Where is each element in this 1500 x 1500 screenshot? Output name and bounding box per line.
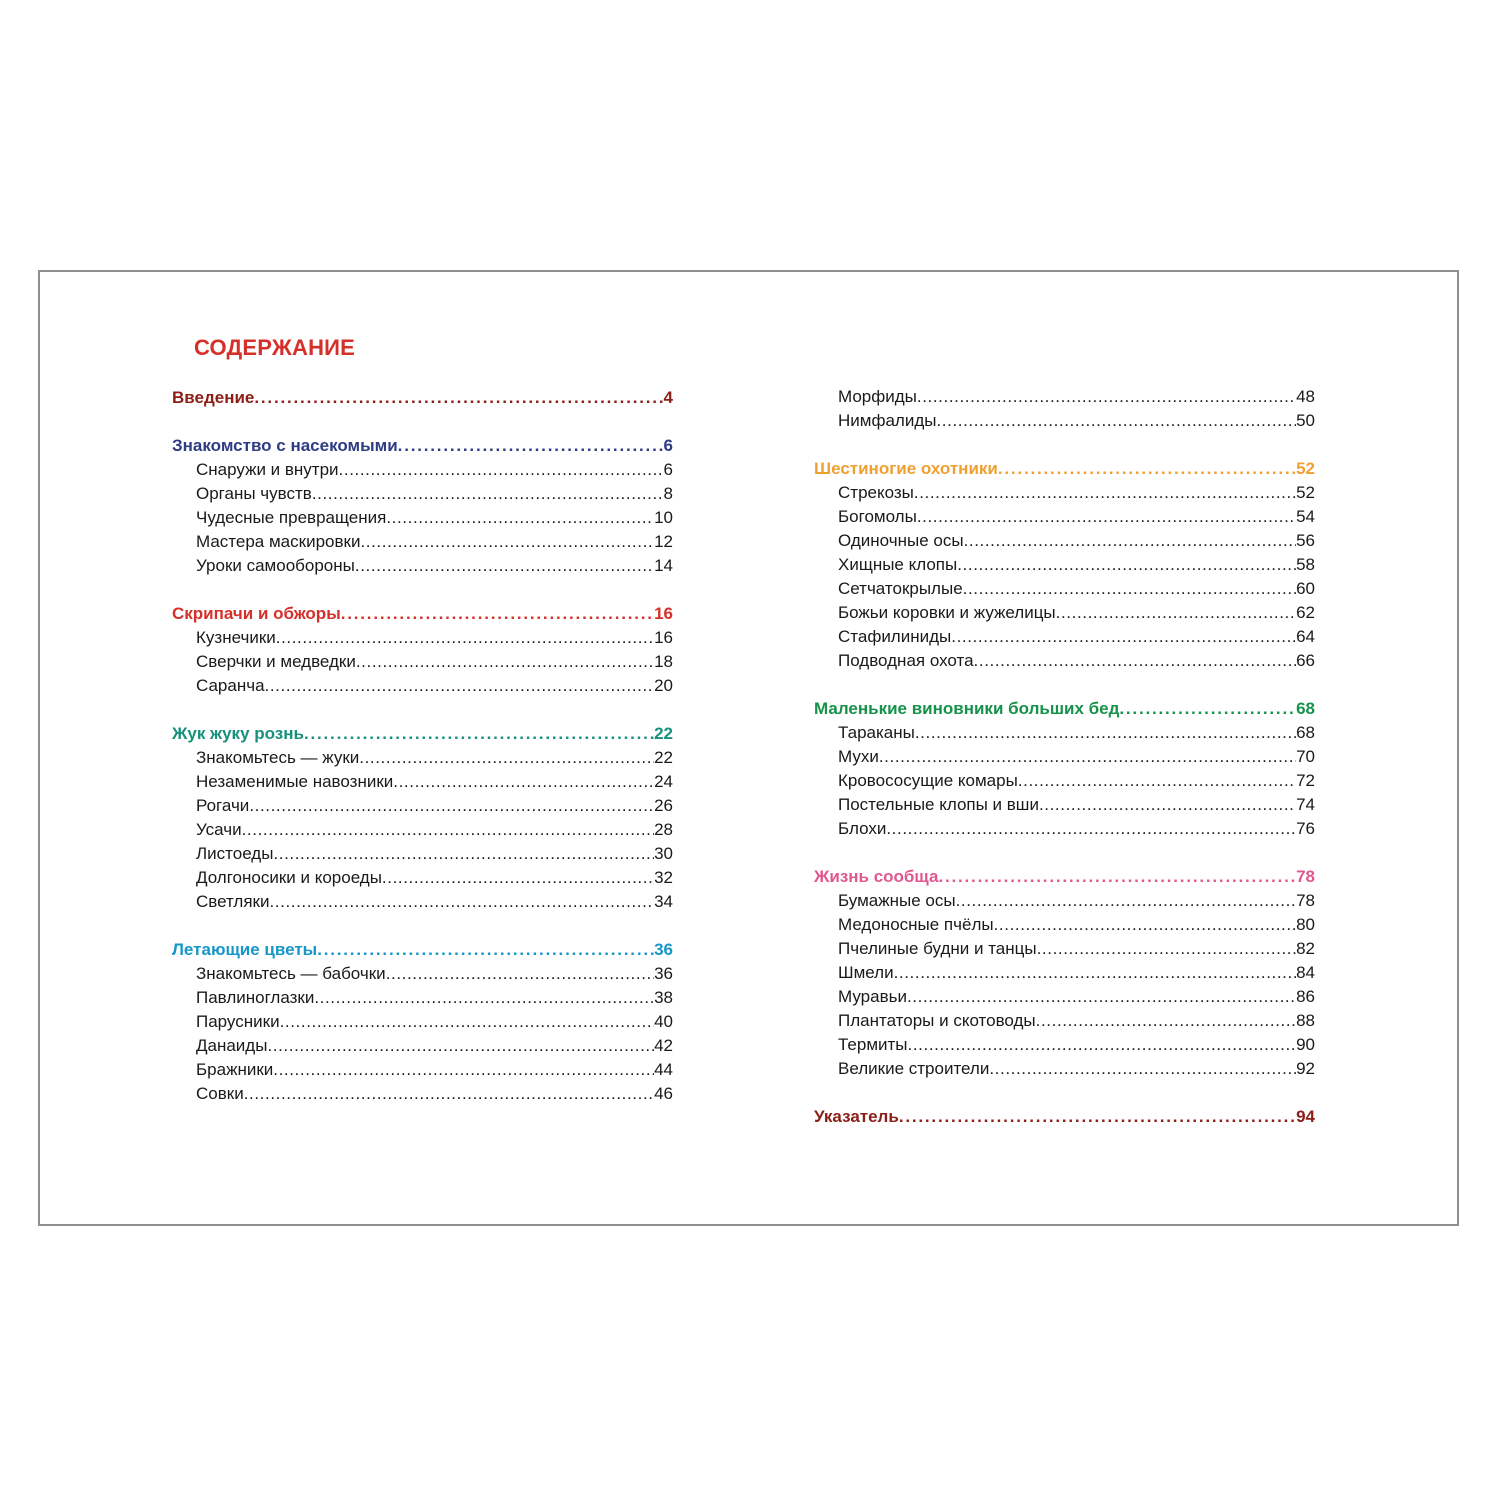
dot-leader — [964, 529, 1297, 553]
entry-title: Термиты — [838, 1035, 908, 1054]
toc-entry — [814, 889, 1315, 913]
page-number: 50 — [1296, 411, 1315, 430]
entry-title: Уроки самообороны — [196, 556, 355, 575]
dot-leader — [1036, 1009, 1296, 1033]
page-number: 52 — [1296, 459, 1315, 478]
toc-entry — [172, 1034, 673, 1058]
dot-leader — [914, 481, 1296, 505]
dot-leader — [244, 1082, 654, 1106]
page-number: 8 — [663, 484, 673, 503]
page-number: 56 — [1296, 531, 1315, 550]
dot-leader — [994, 913, 1296, 937]
toc-entry — [814, 937, 1315, 961]
dot-leader — [304, 722, 654, 746]
toc-entry — [814, 1009, 1315, 1033]
entry-title: Светляки — [196, 892, 270, 911]
entry-title: Данаиды — [196, 1036, 268, 1055]
toc-entry — [172, 1058, 673, 1082]
page-number: 28 — [654, 820, 673, 839]
toc-entry — [172, 890, 673, 914]
toc-entry — [172, 530, 673, 554]
dot-leader — [1018, 769, 1296, 793]
entry-title: Нимфалиды — [838, 411, 937, 430]
entry-title: Мухи — [838, 747, 879, 766]
toc-entry — [814, 985, 1315, 1009]
page-number: 66 — [1296, 651, 1315, 670]
toc-entry — [814, 793, 1315, 817]
page-number: 14 — [654, 556, 673, 575]
entry-title: Снаружи и внутри — [196, 460, 339, 479]
toc-section-heading — [814, 1105, 1315, 1129]
page-number: 52 — [1296, 483, 1315, 502]
entry-title: Рогачи — [196, 796, 250, 815]
page-number: 64 — [1296, 627, 1315, 646]
page-number: 36 — [654, 964, 673, 983]
page-number: 36 — [654, 940, 673, 959]
toc-entry — [172, 986, 673, 1010]
toc-section-heading — [814, 865, 1315, 889]
toc-section-heading — [172, 386, 673, 410]
toc-entry — [172, 770, 673, 794]
entry-title: Медоносные пчёлы — [838, 915, 994, 934]
entry-title: Павлиноглазки — [196, 988, 315, 1007]
toc-entry — [172, 1010, 673, 1034]
toc-entry — [172, 866, 673, 890]
entry-title: Долгоносики и короеды — [196, 868, 382, 887]
dot-leader — [908, 1033, 1297, 1057]
dot-leader — [341, 602, 654, 626]
page-number: 38 — [654, 988, 673, 1007]
dot-leader — [936, 409, 1296, 433]
page-number: 70 — [1296, 747, 1315, 766]
dot-leader — [254, 386, 663, 410]
entry-title: Совки — [196, 1084, 244, 1103]
entry-title: Незаменимые навозники — [196, 772, 394, 791]
dot-leader — [356, 650, 654, 674]
entry-title: Кузнечики — [196, 628, 276, 647]
entry-title: Подводная охота — [838, 651, 974, 670]
page-number: 80 — [1296, 915, 1315, 934]
page-number: 34 — [654, 892, 673, 911]
section-spacer — [814, 433, 1315, 457]
dot-leader — [249, 794, 654, 818]
dot-leader — [957, 553, 1296, 577]
toc-entry — [172, 626, 673, 650]
page-number: 88 — [1296, 1011, 1315, 1030]
section-title: Указатель — [814, 1107, 899, 1126]
page-number: 76 — [1296, 819, 1315, 838]
entry-title: Листоеды — [196, 844, 274, 863]
page-number: 90 — [1296, 1035, 1315, 1054]
section-spacer — [814, 1081, 1315, 1105]
section-title: Шестиногие охотники — [814, 459, 998, 478]
dot-leader — [314, 986, 654, 1010]
toc-section-heading — [172, 602, 673, 626]
page-number: 32 — [654, 868, 673, 887]
entry-title: Усачи — [196, 820, 242, 839]
page-number: 54 — [1296, 507, 1315, 526]
dot-leader — [879, 745, 1296, 769]
page-number: 16 — [654, 628, 673, 647]
entry-title: Тараканы — [838, 723, 915, 742]
dot-leader — [974, 649, 1297, 673]
toc-section-heading — [814, 457, 1315, 481]
page-number: 78 — [1296, 867, 1315, 886]
entry-title: Бражники — [196, 1060, 274, 1079]
dot-leader — [393, 770, 654, 794]
section-title: Скрипачи и обжоры — [172, 604, 341, 623]
page-number: 26 — [654, 796, 673, 815]
page-number: 82 — [1296, 939, 1315, 958]
toc-entry — [172, 842, 673, 866]
page-number: 92 — [1296, 1059, 1315, 1078]
entry-title: Блохи — [838, 819, 887, 838]
page-number: 4 — [663, 388, 673, 407]
page-number: 60 — [1296, 579, 1315, 598]
page-number: 78 — [1296, 891, 1315, 910]
dot-leader — [386, 962, 654, 986]
entry-title: Бумажные осы — [838, 891, 956, 910]
dot-leader — [951, 625, 1296, 649]
entry-title: Морфиды — [838, 387, 917, 406]
toc-entry — [814, 817, 1315, 841]
section-spacer — [172, 410, 673, 434]
page-number: 62 — [1296, 603, 1315, 622]
toc-entry — [172, 554, 673, 578]
page-number: 58 — [1296, 555, 1315, 574]
page-number: 16 — [654, 604, 673, 623]
dot-leader — [273, 842, 654, 866]
toc-entry — [814, 769, 1315, 793]
entry-title: Великие строители — [838, 1059, 990, 1078]
entry-title: Мастера маскировки — [196, 532, 361, 551]
page-number: 18 — [654, 652, 673, 671]
dot-leader — [938, 865, 1296, 889]
dot-leader — [1119, 697, 1296, 721]
section-title: Маленькие виновники больших бед — [814, 699, 1120, 718]
page-number: 44 — [654, 1060, 673, 1079]
dot-leader — [1056, 601, 1296, 625]
dot-leader — [382, 866, 654, 890]
page-title: СОДЕРЖАНИЕ — [194, 335, 356, 360]
toc-section-heading — [172, 722, 673, 746]
toc-entry — [814, 1057, 1315, 1081]
toc-entry — [172, 650, 673, 674]
section-title: Летающие цветы — [172, 940, 318, 959]
page-number: 20 — [654, 676, 673, 695]
toc-entry — [814, 553, 1315, 577]
dot-leader — [242, 818, 654, 842]
entry-title: Чудесные превращения — [196, 508, 387, 527]
page-number: 86 — [1296, 987, 1315, 1006]
entry-title: Богомолы — [838, 507, 917, 526]
page-number: 68 — [1296, 699, 1315, 718]
section-title: Введение — [172, 388, 255, 407]
entry-title: Божьи коровки и жужелицы — [838, 603, 1056, 622]
toc-entry — [172, 458, 673, 482]
toc-entry — [814, 721, 1315, 745]
toc-entry — [814, 601, 1315, 625]
entry-title: Одиночные осы — [838, 531, 964, 550]
page-number: 68 — [1296, 723, 1315, 742]
entry-title: Пчелиные будни и танцы — [838, 939, 1037, 958]
dot-leader — [359, 746, 654, 770]
entry-title: Постельные клопы и вши — [838, 795, 1039, 814]
toc-section-heading — [814, 697, 1315, 721]
dot-leader — [963, 577, 1296, 601]
toc-right-column — [814, 385, 1315, 1129]
dot-leader — [894, 961, 1297, 985]
toc-entry — [814, 385, 1315, 409]
section-spacer — [814, 673, 1315, 697]
dot-leader — [917, 505, 1296, 529]
toc-entry — [814, 409, 1315, 433]
entry-title: Стрекозы — [838, 483, 914, 502]
entry-title: Плантаторы и скотоводы — [838, 1011, 1036, 1030]
dot-leader — [998, 457, 1296, 481]
dot-leader — [317, 938, 654, 962]
toc-entry — [172, 794, 673, 818]
dot-leader — [915, 721, 1296, 745]
dot-leader — [886, 817, 1296, 841]
entry-title: Саранча — [196, 676, 265, 695]
dot-leader — [907, 985, 1296, 1009]
page-number: 72 — [1296, 771, 1315, 790]
page-number: 12 — [654, 532, 673, 551]
toc-entry — [172, 746, 673, 770]
dot-leader — [267, 1034, 654, 1058]
toc-entry — [814, 913, 1315, 937]
page-number: 84 — [1296, 963, 1315, 982]
toc-entry — [172, 506, 673, 530]
section-spacer — [172, 698, 673, 722]
dot-leader — [280, 1010, 655, 1034]
entry-title: Кровососущие комары — [838, 771, 1018, 790]
entry-title: Хищные клопы — [838, 555, 958, 574]
entry-title: Сетчатокрылые — [838, 579, 963, 598]
toc-entry — [814, 961, 1315, 985]
page-number: 40 — [654, 1012, 673, 1031]
toc-section-heading — [172, 434, 673, 458]
dot-leader — [265, 674, 655, 698]
toc-entry — [172, 962, 673, 986]
entry-title: Муравьи — [838, 987, 907, 1006]
section-title: Жизнь сообща — [814, 867, 939, 886]
page-number: 10 — [654, 508, 673, 527]
entry-title: Знакомьтесь — жуки — [196, 748, 360, 767]
page-number: 30 — [654, 844, 673, 863]
toc-entry — [814, 1033, 1315, 1057]
section-title: Жук жуку рознь — [172, 724, 304, 743]
page-number: 42 — [654, 1036, 673, 1055]
toc-entry — [814, 481, 1315, 505]
toc-entry — [814, 625, 1315, 649]
entry-title: Парусники — [196, 1012, 280, 1031]
toc-entry — [814, 745, 1315, 769]
toc-entry — [814, 577, 1315, 601]
section-spacer — [172, 578, 673, 602]
page-number: 6 — [663, 460, 673, 479]
page-number: 6 — [663, 436, 673, 455]
page-number: 24 — [654, 772, 673, 791]
toc-entry — [814, 505, 1315, 529]
dot-leader — [312, 482, 664, 506]
toc-entry — [172, 482, 673, 506]
dot-leader — [360, 530, 654, 554]
entry-title: Знакомьтесь — бабочки — [196, 964, 386, 983]
dot-leader — [273, 1058, 654, 1082]
toc-entry — [172, 818, 673, 842]
page-number: 48 — [1296, 387, 1315, 406]
toc-left-column — [172, 386, 673, 1106]
toc-entry — [814, 649, 1315, 673]
dot-leader — [339, 458, 664, 482]
dot-leader — [386, 506, 654, 530]
page-number: 94 — [1296, 1107, 1315, 1126]
page-number: 46 — [654, 1084, 673, 1103]
dot-leader — [989, 1057, 1296, 1081]
dot-leader — [899, 1105, 1296, 1129]
dot-leader — [269, 890, 654, 914]
page-number: 74 — [1296, 795, 1315, 814]
toc-section-heading — [172, 938, 673, 962]
dot-leader — [1037, 937, 1296, 961]
section-spacer — [172, 914, 673, 938]
entry-title: Стафилиниды — [838, 627, 952, 646]
dot-leader — [355, 554, 654, 578]
toc-entry — [172, 1082, 673, 1106]
dot-leader — [276, 626, 654, 650]
section-spacer — [814, 841, 1315, 865]
dot-leader — [956, 889, 1297, 913]
dot-leader — [917, 385, 1296, 409]
page-number: 22 — [654, 748, 673, 767]
toc-entry — [172, 674, 673, 698]
entry-title: Органы чувств — [196, 484, 312, 503]
entry-title: Сверчки и медведки — [196, 652, 356, 671]
dot-leader — [1039, 793, 1296, 817]
page-number: 22 — [654, 724, 673, 743]
section-title: Знакомство с насекомыми — [172, 436, 398, 455]
toc-entry — [814, 529, 1315, 553]
entry-title: Шмели — [838, 963, 894, 982]
dot-leader — [398, 434, 664, 458]
